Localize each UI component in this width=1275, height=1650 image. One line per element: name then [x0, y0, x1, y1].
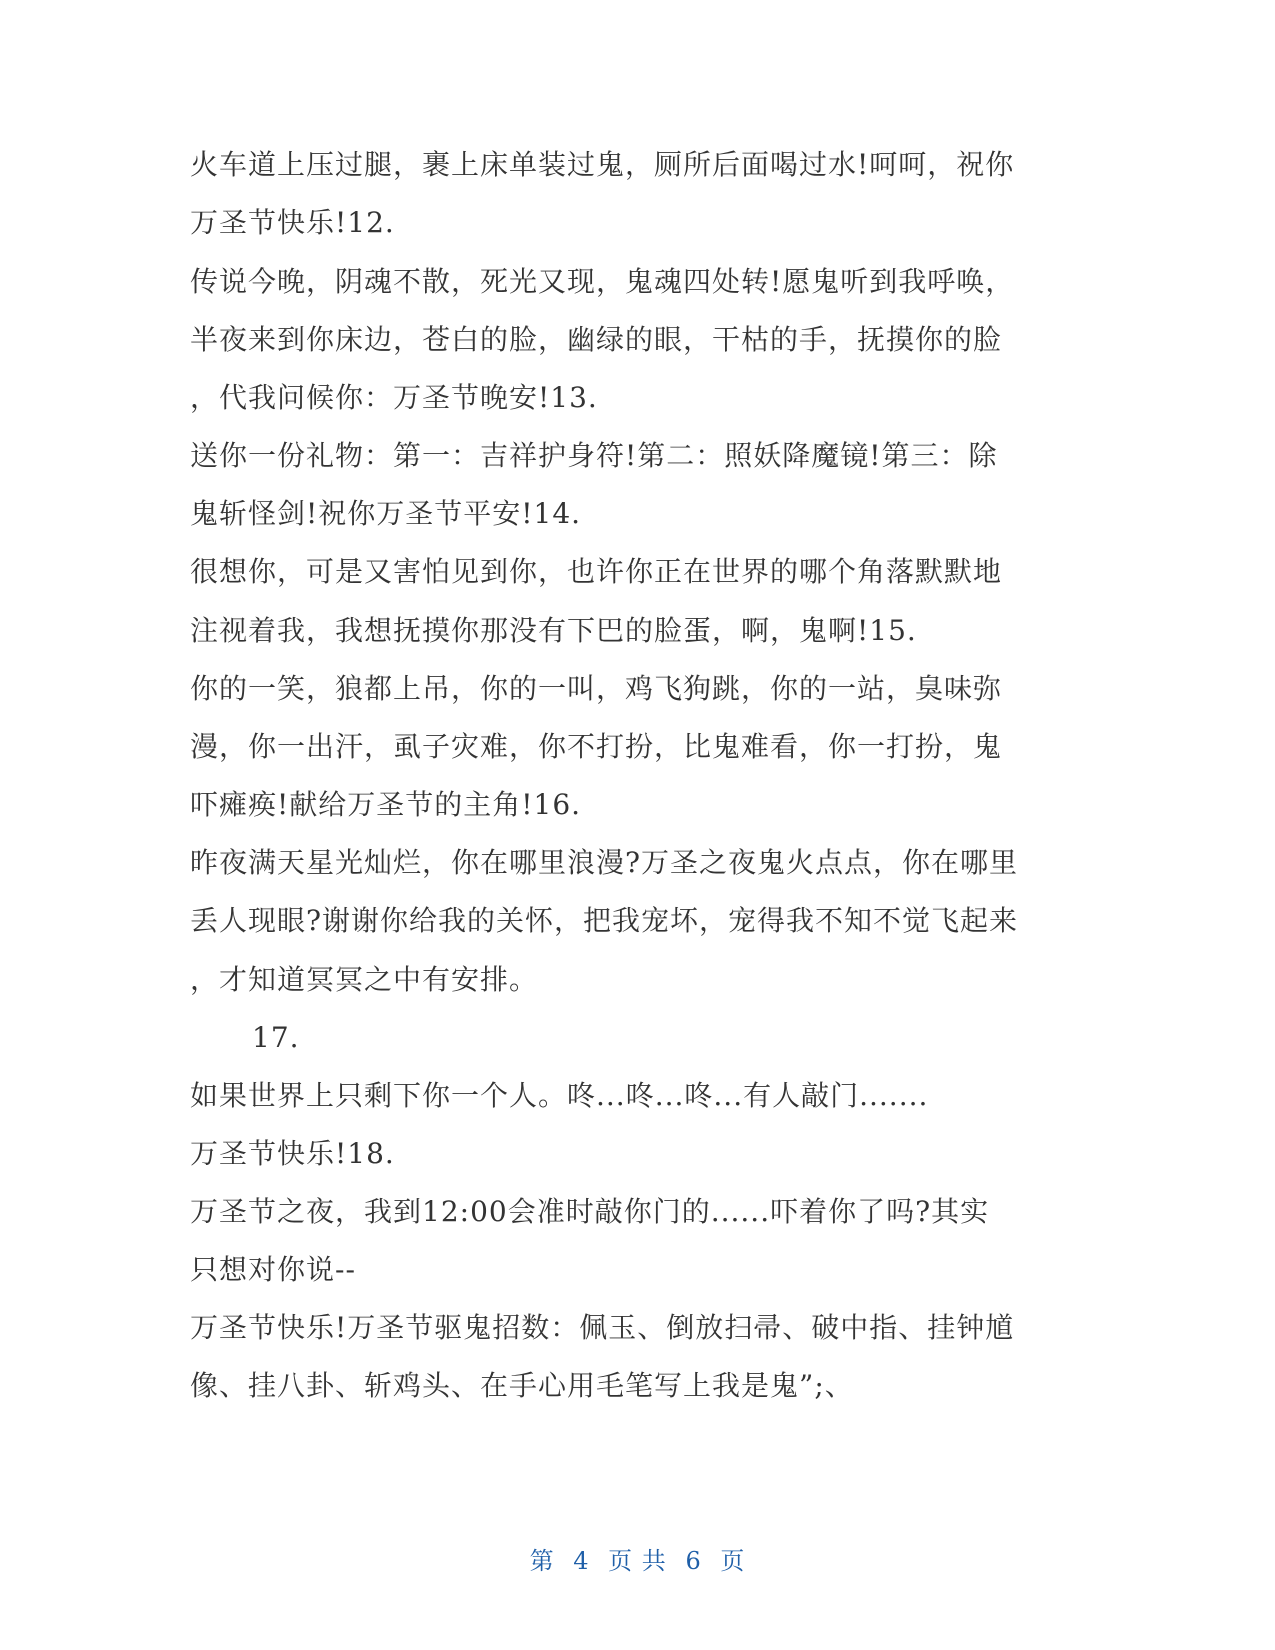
footer-suffix: 页 [720, 1547, 746, 1575]
text-line: 昨夜满天星光灿烂，你在哪里浪漫?万圣之夜鬼火点点，你在哪里 [190, 846, 1019, 879]
page-footer [0, 1545, 1275, 1577]
text-line: 如果世界上只剩下你一个人。咚...咚...咚...有人敲门....... [190, 1079, 929, 1112]
total-pages-number: 6 [685, 1547, 702, 1575]
text-line: 17. [252, 1021, 300, 1054]
text-line: 万圣节快乐!12. [190, 206, 395, 239]
text-line: 传说今晚，阴魂不散，死光又现，鬼魂四处转!愿鬼听到我呼唤， [190, 265, 1015, 298]
text-line: ，代我问候你：万圣节晚安!13. [190, 381, 598, 414]
current-page-number: 4 [573, 1547, 590, 1575]
text-line: 漫，你一出汗，虱子灾难，你不打扮，比鬼难看，你一打扮，鬼 [190, 730, 1003, 763]
text-line: 送你一份礼物：第一：吉祥护身符!第二：照妖降魔镜!第三：除 [190, 439, 998, 472]
text-line: ，才知道冥冥之中有安排。 [190, 963, 539, 996]
text-line: 你的一笑，狼都上吊，你的一叫，鸡飞狗跳，你的一站，臭味弥 [190, 672, 1003, 705]
text-line: 丢人现眼?谢谢你给我的关怀，把我宠坏，宠得我不知不觉飞起来 [190, 904, 1019, 937]
text-line: 注视着我，我想抚摸你那没有下巴的脸蛋，啊，鬼啊!15. [190, 614, 917, 647]
text-line: 吓瘫痪!献给万圣节的主角!16. [190, 788, 582, 821]
text-line: 万圣节之夜，我到12:00会准时敲你门的......吓着你了吗?其实 [190, 1195, 990, 1228]
text-line: 万圣节快乐!万圣节驱鬼招数：佩玉、倒放扫帚、破中指、挂钟馗 [190, 1311, 1015, 1344]
footer-prefix: 第 [529, 1547, 555, 1575]
text-line: 万圣节快乐!18. [190, 1137, 395, 1170]
text-line: 像、挂八卦、斩鸡头、在手心用毛笔写上我是鬼”;、 [190, 1369, 854, 1402]
text-line: 很想你，可是又害怕见到你，也许你正在世界的哪个角落默默地 [190, 555, 1003, 588]
text-line: 火车道上压过腿，裹上床单装过鬼，厕所后面喝过水!呵呵，祝你 [190, 148, 1015, 181]
text-line: 只想对你说-- [190, 1253, 356, 1286]
text-line: 鬼斩怪剑!祝你万圣节平安!14. [190, 497, 582, 530]
text-line: 半夜来到你床边，苍白的脸，幽绿的眼，干枯的手，抚摸你的脸 [190, 323, 1003, 356]
footer-middle: 页 共 [608, 1547, 667, 1575]
